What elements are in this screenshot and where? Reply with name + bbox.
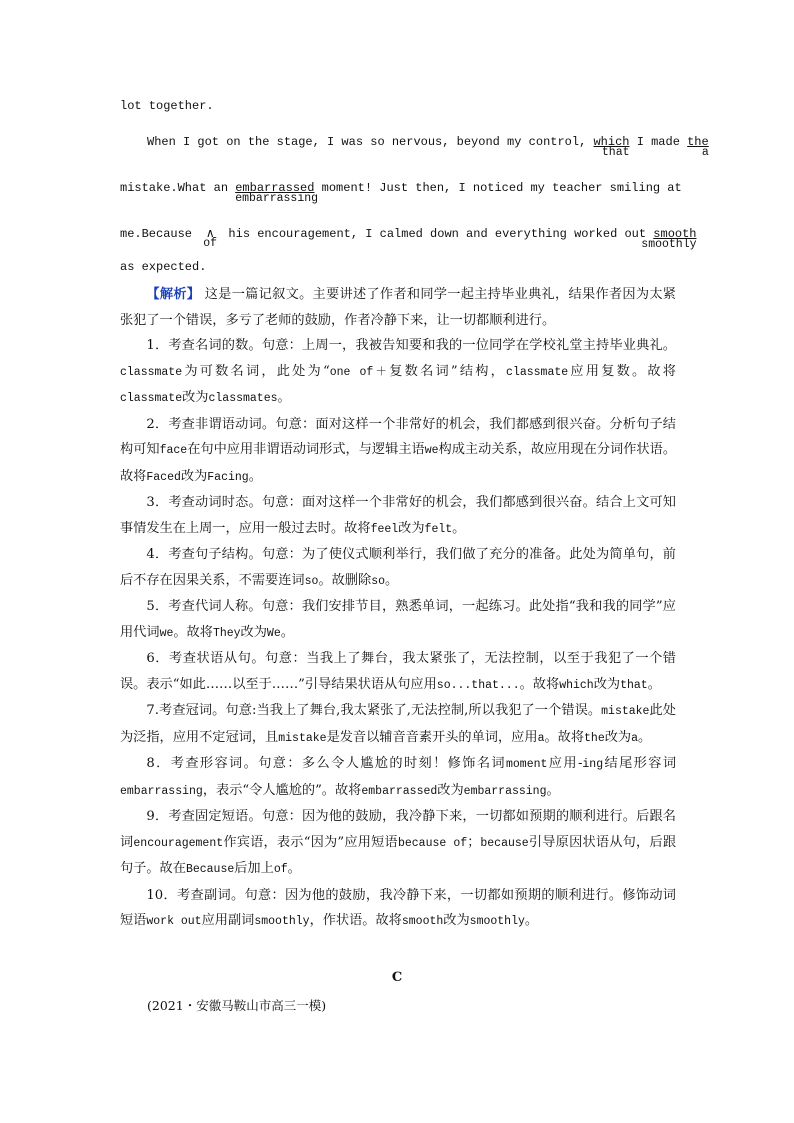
analysis-item-10: 10．考查副词。句意：因为他的鼓励，我冷静下来，一切都如预期的顺利进行。修饰动词短语work out应用副词smoothly，作状语。故将smooth改为smoothly。 — [120, 887, 676, 928]
analysis-item-7: 7.考查冠词。句意:当我上了舞台,我太紧张了,无法控制,所以我犯了一个错误。mistake此处为泛指，应用不定冠词，且mistake是发音以辅音音素开头的单词，应用a。故将the改为a。 — [120, 703, 676, 745]
insert-caret: ∧ of — [203, 226, 218, 250]
analysis-item-9: 9．考查固定短语。句意：因为他的鼓励，我冷静下来，一切都如预期的顺利进行。后跟名词encouragement作宾语，表示“因为”应用短语because of；because引导原因状语从句，后跟句子。故在Because后加上of。 — [120, 809, 677, 876]
analysis-item-1: 1．考查名词的数。句意：上周一，我被告知要和我的一位同学在学校礼堂主持毕业典礼。classmate为可数名词，此处为“one of＋复数名词”结构，classmate应用复数。故将classmate改为classmates。 — [120, 338, 676, 405]
analysis-intro: 【解析】 这是一篇记叙文。主要讲述了作者和同学一起主持毕业典礼，结果作者因为太紧张犯了一个错误，多亏了老师的鼓励，作者冷静下来，让一切都顺利进行。 — [120, 287, 676, 328]
correction-a: a — [701, 146, 709, 159]
passage-line-5: as expected. — [120, 260, 207, 274]
analysis-item-2: 2．考查非谓语动词。句意：面对这样一个非常好的机会，我们都感到很兴奋。分析句子结构可知face在句中应用非谓语动词形式，与逻辑主语we构成主动关系，故应用现在分词作状语。故将Faced改为Facing。 — [120, 416, 677, 484]
correction-which: which that — [593, 135, 630, 159]
analysis-item-5: 5．考查代词人称。句意：我们安排节目，熟悉单词，一起练习。此处指“我和我的同学”应用代词we。故将They改为We。 — [120, 599, 676, 640]
passage-line-4: me.Because ∧ of his encouragement, I calmed down and everything worked out smooth smoothly — [120, 226, 697, 251]
correction-smooth: smooth smoothly — [641, 227, 697, 251]
correction-embarrassing: embarrassing — [235, 192, 319, 205]
analysis-item-6: 6．考查状语从句。句意：当我上了舞台，我太紧张了，无法控制，以至于我犯了一个错误。表示“如此……以至于……”引导结果状语从句应用so...that...。故将which改为that。 — [120, 651, 676, 692]
analysis-label: 【解析】 — [146, 287, 201, 302]
analysis-item-3: 3．考查动词时态。句意：面对这样一个非常好的机会，我们都感到很兴奋。结合上文可知事情发生在上周一，应用一般过去时。故将feel改为felt。 — [120, 495, 676, 536]
correction-embarrassed: embarrassed embarrassing — [235, 181, 319, 205]
analysis-item-4: 4．考查句子结构。句意：为了使仪式顺利举行，我们做了充分的准备。此处为简单句，前后不存在因果关系，不需要连词so。故删除so。 — [120, 547, 676, 588]
correction-of: of — [203, 237, 218, 250]
section-heading-c: C — [391, 970, 403, 985]
analysis-block — [120, 282, 676, 935]
source-note: (2021・安徽马鞍山市高三一模) — [147, 998, 327, 1013]
correction-smoothly: smoothly — [641, 238, 697, 251]
passage-line-2: When I got on the stage, I was so nervous, beyond my control, which that I made the a — [147, 135, 709, 159]
analysis-item-8: 8．考查形容词。句意：多么令人尴尬的时刻！修饰名词moment应用-ing结尾形容词embarrassing，表示“令人尴尬的”。故将embarrassed改为embarrassing。 — [120, 756, 677, 798]
passage-line-1: lot together. — [120, 99, 214, 113]
correction-the: the a — [687, 135, 709, 159]
passage-line-3: mistake.What an embarrassed embarrassing moment! Just then, I noticed my teacher smiling at — [120, 181, 682, 205]
correction-that: that — [601, 146, 630, 159]
